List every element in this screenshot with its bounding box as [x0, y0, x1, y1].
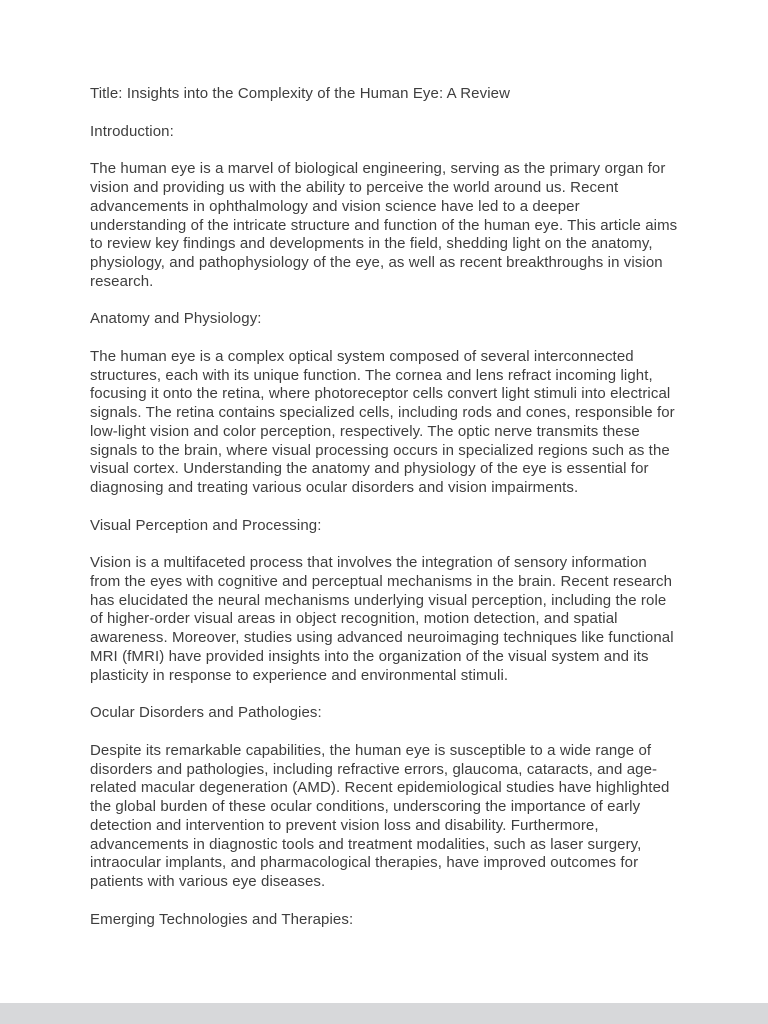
section-heading-visual-perception: Visual Perception and Processing: — [90, 516, 322, 534]
section-paragraph-anatomy-physiology: The human eye is a complex optical system composed of several interconnected structures, each with its unique function. The cornea and lens refract incoming light, focusing it onto the retina, where photoreceptor cells convert light stimuli into electrical signals. The retina contains specialized cells, including rods and cones, responsible for low-light vision and color perception, respectively. The optic nerve transmits these signals to the brain, where visual processing occurs in specialized regions such as the visual cortex. Understanding the anatomy and physiology of the eye is essential for diagnosing and treating various ocular disorders and vision impairments. — [90, 348, 675, 496]
section-heading-anatomy-physiology: Anatomy and Physiology: — [90, 310, 262, 328]
section-paragraph-introduction: The human eye is a marvel of biological engineering, serving as the primary organ for vision and providing us with the ability to perceive the world around us. Recent advancements in ophthalmology and vision science have led to a deeper understanding of the intricate structure and function of the human eye. This article aims to review key findings and developments in the field, shedding light on the anatomy, physiology, and pathophysiology of the eye, as well as recent breakthroughs in vision research. — [90, 160, 678, 290]
section-paragraph-ocular-disorders: Despite its remarkable capabilities, the human eye is susceptible to a wide range of disorders and pathologies, including refractive errors, glaucoma, cataracts, and age-related macular degeneration (AMD). Recent epidemiological studies have highlighted the global burden of these ocular conditions, underscoring the importance of early detection and intervention to prevent vision loss and disability. Furthermore, advancements in diagnostic tools and treatment modalities, such as laser surgery, intraocular implants, and pharmacological therapies, have improved outcomes for patients with various eye diseases. — [90, 741, 670, 890]
document-title: Title: Insights into the Complexity of the Human Eye: A Review — [90, 85, 511, 102]
page-gap — [0, 1003, 768, 1024]
section-heading-introduction: Introduction: — [90, 122, 174, 140]
section-paragraph-visual-perception: Vision is a multifaceted process that involves the integration of sensory information from the eyes with cognitive and perceptual mechanisms in the brain. Recent research has elucidated the neural mechanisms underlying visual perception, including the role of higher-order visual areas in object recognition, motion detection, and spatial awareness. Moreover, studies using advanced neuroimaging techniques like functional MRI (fMRI) have provided insights into the organization of the visual system and its plasticity in response to experience and environmental stimuli. — [90, 554, 674, 684]
section-heading-emerging-technologies: Emerging Technologies and Therapies: — [90, 910, 354, 928]
section-heading-ocular-disorders: Ocular Disorders and Pathologies: — [90, 704, 322, 722]
